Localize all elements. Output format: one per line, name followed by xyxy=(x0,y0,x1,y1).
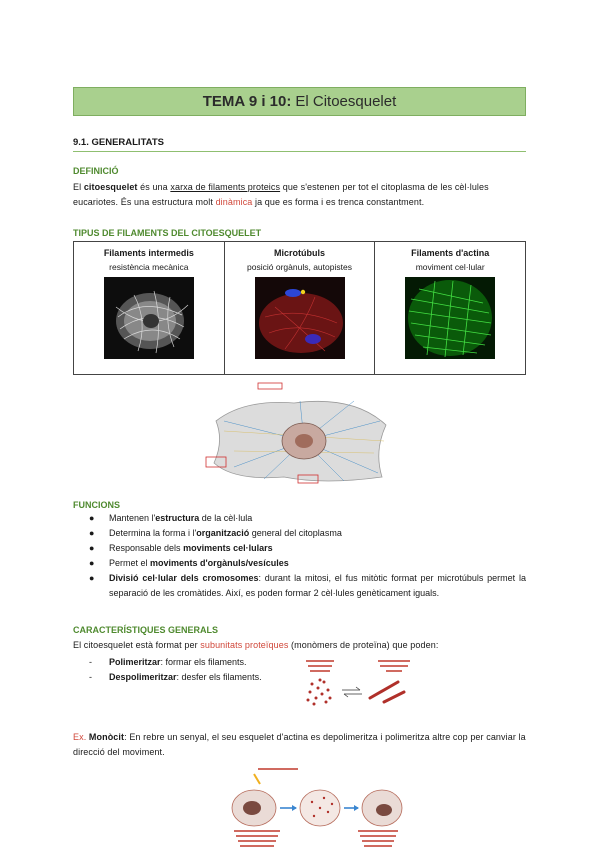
table-column xyxy=(74,242,225,374)
text-run: és una xyxy=(137,182,171,192)
text-run: (monòmers de proteïna) que poden: xyxy=(288,640,439,650)
bold-term: estructura xyxy=(155,513,200,523)
column-title: Microtúbuls xyxy=(274,248,325,258)
text-run: : formar els filaments. xyxy=(160,657,247,667)
polymerization-figure xyxy=(298,658,418,706)
caracteristiques-heading: CARACTERÍSTIQUES GENERALS xyxy=(73,625,219,635)
bold-term: Monòcit xyxy=(88,732,125,742)
section-heading: 9.1. GENERALITATS xyxy=(73,137,526,152)
bullet-icon: ● xyxy=(89,543,95,553)
underlined-term: xarxa de filaments proteics xyxy=(170,182,281,192)
text-run: El xyxy=(73,182,84,192)
bullet-icon: ● xyxy=(89,573,95,583)
highlighted-term: subunitats proteïques xyxy=(200,640,289,650)
dash-marker: - xyxy=(89,672,92,682)
bullet-icon: ● xyxy=(89,528,95,538)
tipus-heading: TIPUS DE FILAMENTS DEL CITOESQUELET xyxy=(73,228,262,238)
polymerization-list xyxy=(89,655,262,685)
text-run: Responsable dels xyxy=(109,543,184,553)
column-title: Filaments d'actina xyxy=(411,248,490,258)
highlighted-term: dinàmica xyxy=(215,197,253,207)
list-item xyxy=(89,670,262,685)
text-run: general del citoplasma xyxy=(249,528,342,538)
bullet-icon: ● xyxy=(89,513,95,523)
bold-term: citoesquelet xyxy=(83,182,138,192)
title-text: El Citoesquelet xyxy=(295,93,397,110)
funcions-list xyxy=(89,511,526,601)
bold-term: Divisió cel·lular dels cromosomes xyxy=(109,573,259,583)
text-run: ja que es forma i es trenca constantment. xyxy=(252,197,425,207)
bold-term: organització xyxy=(196,528,250,538)
cytoskeleton-cell-diagram xyxy=(204,381,394,493)
intermediate-filaments-image xyxy=(104,277,194,359)
table-column xyxy=(225,242,376,374)
text-run: : durant la mitosi, el fus mitòtic format per microtúbuls permet la separació de les cromàtides. Així, es poden formar 2 cèl·lules genèticament iguals. xyxy=(109,573,527,598)
text-run: Determina la forma i l' xyxy=(109,528,197,538)
actin-filaments-image xyxy=(405,277,495,359)
bold-term: moviments cel·lulars xyxy=(183,543,273,553)
column-function: moviment cel·lular xyxy=(415,262,485,272)
title-banner xyxy=(73,87,526,116)
text-run: : desfer els filaments. xyxy=(176,672,262,682)
caracteristiques-paragraph xyxy=(73,638,526,653)
definicio-heading: DEFINICIÓ xyxy=(73,166,119,176)
bold-term: moviments d'orgànuls/vesícules xyxy=(150,558,289,568)
list-item xyxy=(89,655,262,670)
column-function: posició orgànuls, autopistes xyxy=(247,262,352,272)
monocyte-figure xyxy=(228,768,408,848)
text-run: de la cèl·lula xyxy=(199,513,253,523)
definicio-paragraph xyxy=(73,180,526,210)
list-item xyxy=(89,541,526,556)
bold-term: Despolimeritzar xyxy=(109,672,177,682)
table-column xyxy=(375,242,525,374)
example-marker: Ex. xyxy=(73,732,87,742)
title-prefix: TEMA 9 i 10: xyxy=(202,93,292,110)
text-run: Permet el xyxy=(109,558,151,568)
list-item xyxy=(89,571,526,601)
list-item xyxy=(89,526,526,541)
text-run: El citoesquelet està format per xyxy=(73,640,201,650)
exemple-paragraph xyxy=(73,730,526,760)
list-item xyxy=(89,511,526,526)
microtubules-image xyxy=(255,277,345,359)
list-item xyxy=(89,556,526,571)
text-run: Mantenen l' xyxy=(109,513,156,523)
bullet-icon: ● xyxy=(89,558,95,568)
text-run: : En rebre un senyal, el seu esquelet d'actina es depolimeritza i polimeritza altre cop per canviar la direcció del moviment. xyxy=(73,732,526,757)
column-title: Filaments intermedis xyxy=(103,248,194,258)
funcions-heading: FUNCIONS xyxy=(73,500,120,510)
column-function: resistència mecànica xyxy=(109,262,189,272)
bold-term: Polimeritzar xyxy=(109,657,161,667)
filament-types-table xyxy=(73,241,526,375)
text-run: que s'estenen per tot el citoplasma de les cèl·lules eucariotes. És una estructura molt xyxy=(73,182,489,207)
dash-marker: - xyxy=(89,657,92,667)
